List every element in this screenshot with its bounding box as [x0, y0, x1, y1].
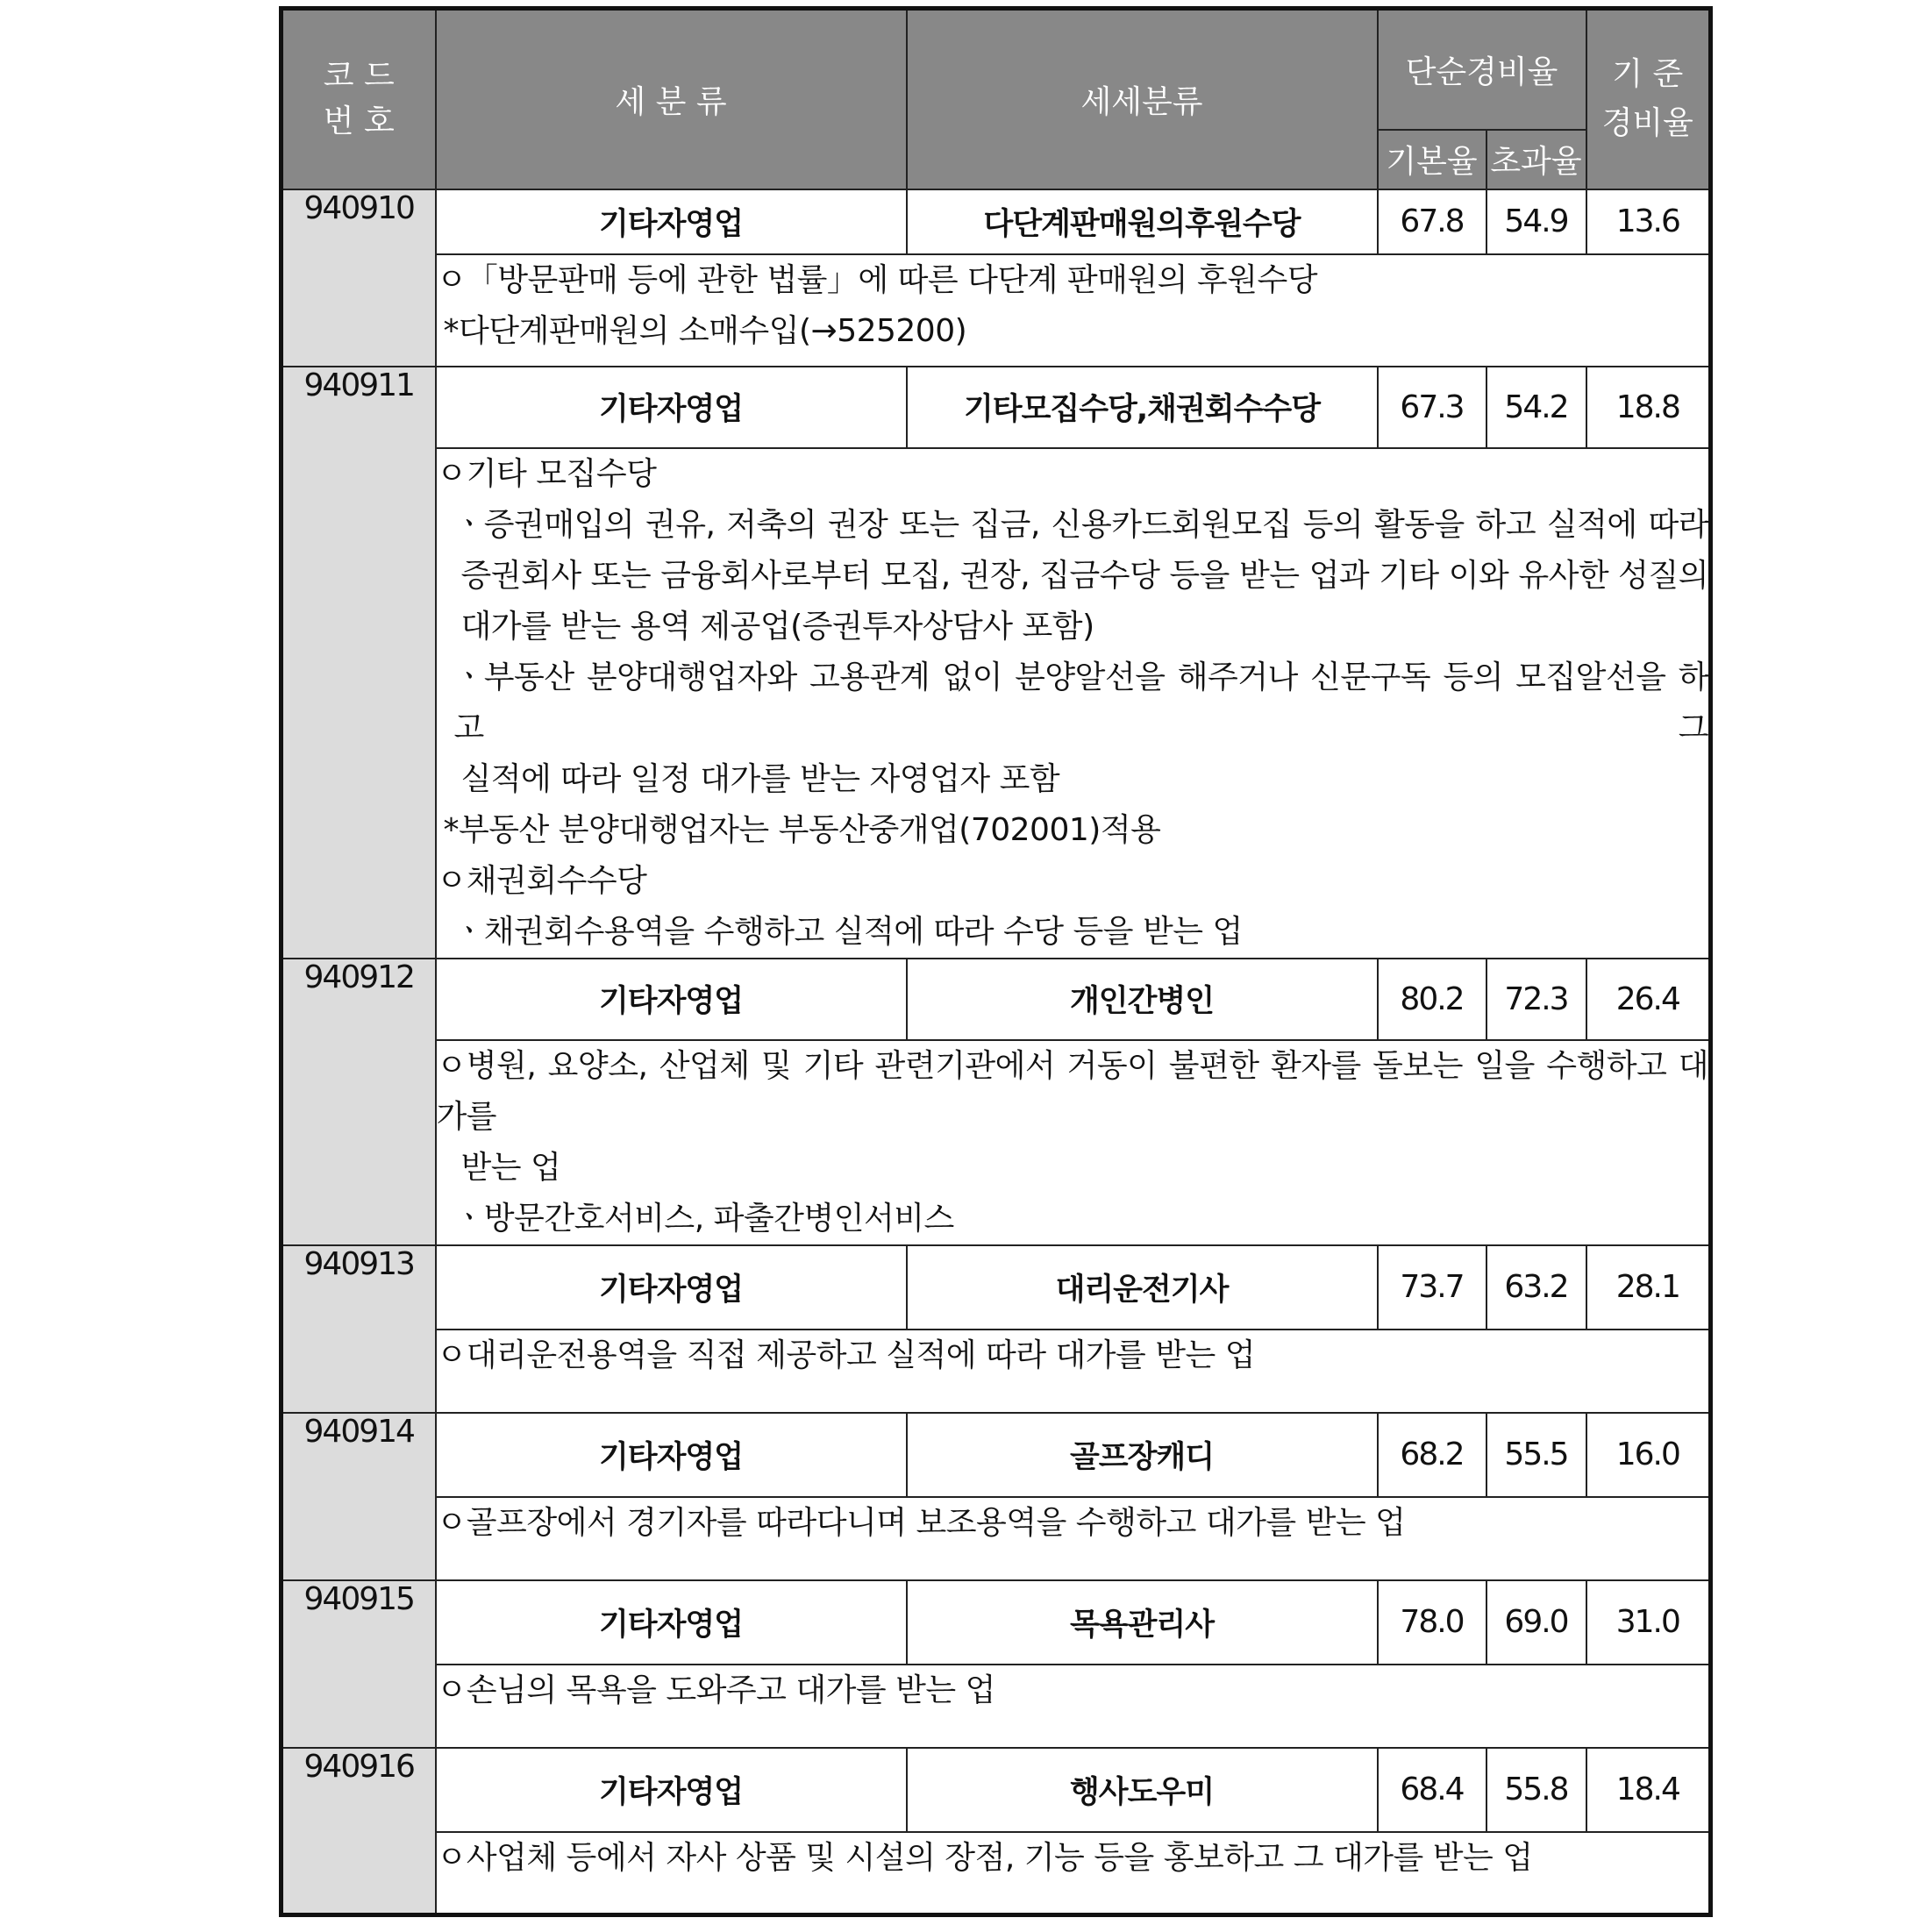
description-line: ㆍ채권회수용역을 수행하고 실적에 따라 수당 등을 받는 업 — [453, 913, 1243, 950]
basic-rate-cell: 67.3 — [1378, 367, 1486, 448]
code-cell: 940916 — [282, 1748, 436, 1915]
code-cell: 940913 — [282, 1245, 436, 1413]
code-cell: 940914 — [282, 1413, 436, 1580]
header-std-line1: 기 준 — [1612, 56, 1684, 93]
header-code-line1: 코 드 — [323, 58, 395, 95]
description-cell — [436, 1665, 1711, 1748]
header-subsubcategory: 세세분류 — [907, 9, 1378, 189]
header-code — [282, 9, 436, 189]
header-code-line2: 번 호 — [323, 103, 395, 140]
description-row — [282, 1665, 1711, 1748]
standard-rate-cell: 26.4 — [1586, 959, 1711, 1040]
table-row — [282, 1748, 1711, 1832]
excess-rate-cell: 54.9 — [1486, 189, 1586, 254]
header-basic-rate: 기본율 — [1378, 130, 1486, 189]
description-line: ㅇ대리운전용역을 직접 제공하고 실적에 따라 대가를 받는 업 — [436, 1337, 1256, 1373]
subsubcategory-cell: 다단계판매원의후원수당 — [907, 189, 1378, 254]
subsubcategory-cell: 골프장캐디 — [907, 1413, 1378, 1497]
table-row — [282, 1245, 1711, 1330]
code-cell: 940910 — [282, 189, 436, 367]
description-cell — [436, 1330, 1711, 1413]
excess-rate-cell: 54.2 — [1486, 367, 1586, 448]
excess-rate-cell: 55.5 — [1486, 1413, 1586, 1497]
description-line: *다단계판매원의 소매수입(→525200) — [443, 312, 967, 349]
description-line: ㅇ병원, 요양소, 산업체 및 기타 관련기관에서 거동이 불편한 환자를 돌보는 일을 수행하고 대가를 — [436, 1047, 1709, 1135]
standard-rate-cell: 18.8 — [1586, 367, 1711, 448]
description-line: ㆍ부동산 분양대행업자와 고용관계 없이 분양알선을 해주거나 신문구독 등의 모집알선을 하고 그 — [453, 659, 1709, 746]
standard-rate-cell: 13.6 — [1586, 189, 1711, 254]
excess-rate-cell: 69.0 — [1486, 1580, 1586, 1665]
basic-rate-cell: 67.8 — [1378, 189, 1486, 254]
description-row — [282, 1497, 1711, 1580]
excess-rate-cell: 55.8 — [1486, 1748, 1586, 1832]
table-row — [282, 1580, 1711, 1665]
header-subcategory: 세 분 류 — [436, 9, 907, 189]
description-row — [282, 1040, 1711, 1245]
table-row — [282, 189, 1711, 254]
code-cell: 940912 — [282, 959, 436, 1245]
description-row — [282, 254, 1711, 367]
header-excess-rate: 초과율 — [1486, 130, 1586, 189]
description-line: ㅇ「방문판매 등에 관한 법률」에 따른 다단계 판매원의 후원수당 — [436, 261, 1318, 298]
code-cell: 940915 — [282, 1580, 436, 1748]
description-line: 받는 업 — [460, 1149, 561, 1186]
subcategory-cell: 기타자영업 — [436, 1245, 907, 1330]
description-row — [282, 1330, 1711, 1413]
description-cell — [436, 1040, 1711, 1245]
subsubcategory-cell: 개인간병인 — [907, 959, 1378, 1040]
header-simple-ratio: 단순경비율 — [1378, 9, 1586, 130]
table-row — [282, 367, 1711, 448]
description-row — [282, 448, 1711, 959]
standard-rate-cell: 28.1 — [1586, 1245, 1711, 1330]
basic-rate-cell: 68.2 — [1378, 1413, 1486, 1497]
standard-rate-cell: 18.4 — [1586, 1748, 1711, 1832]
description-line: 실적에 따라 일정 대가를 받는 자영업자 포함 — [460, 760, 1060, 797]
description-line: ㅇ손님의 목욕을 도와주고 대가를 받는 업 — [436, 1672, 995, 1708]
description-line: ㅇ기타 모집수당 — [436, 455, 657, 492]
description-line: ㅇ골프장에서 경기자를 따라다니며 보조용역을 수행하고 대가를 받는 업 — [436, 1504, 1406, 1541]
description-line: ㅇ사업체 등에서 자사 상품 및 시설의 장점, 기능 등을 홍보하고 그 대가를 받는 업 — [436, 1839, 1533, 1876]
basic-rate-cell: 78.0 — [1378, 1580, 1486, 1665]
expense-ratio-table — [279, 6, 1713, 1917]
description-line: ㅇ채권회수수당 — [436, 862, 647, 899]
description-line: 대가를 받는 용역 제공업(증권투자상담사 포함) — [460, 608, 1094, 645]
description-cell — [436, 448, 1711, 959]
subsubcategory-cell: 목욕관리사 — [907, 1580, 1378, 1665]
basic-rate-cell: 68.4 — [1378, 1748, 1486, 1832]
table-row — [282, 1413, 1711, 1497]
description-line: *부동산 분양대행업자는 부동산중개업(702001)적용 — [443, 811, 1161, 848]
subsubcategory-cell: 행사도우미 — [907, 1748, 1378, 1832]
subcategory-cell: 기타자영업 — [436, 959, 907, 1040]
subcategory-cell: 기타자영업 — [436, 189, 907, 254]
excess-rate-cell: 63.2 — [1486, 1245, 1586, 1330]
header-std-line2: 경비율 — [1601, 105, 1693, 142]
subcategory-cell: 기타자영업 — [436, 367, 907, 448]
subsubcategory-cell: 대리운전기사 — [907, 1245, 1378, 1330]
subcategory-cell: 기타자영업 — [436, 1580, 907, 1665]
description-line: ㆍ증권매입의 권유, 저축의 권장 또는 집금, 신용카드회원모집 등의 활동을 하고 실적에 따라 — [453, 506, 1709, 543]
basic-rate-cell: 73.7 — [1378, 1245, 1486, 1330]
standard-rate-cell: 31.0 — [1586, 1580, 1711, 1665]
description-cell — [436, 254, 1711, 367]
standard-rate-cell: 16.0 — [1586, 1413, 1711, 1497]
subsubcategory-cell: 기타모집수당,채권회수수당 — [907, 367, 1378, 448]
excess-rate-cell: 72.3 — [1486, 959, 1586, 1040]
table-body — [282, 189, 1711, 1915]
code-cell: 940911 — [282, 367, 436, 959]
description-cell — [436, 1497, 1711, 1580]
subcategory-cell: 기타자영업 — [436, 1413, 907, 1497]
basic-rate-cell: 80.2 — [1378, 959, 1486, 1040]
description-cell — [436, 1832, 1711, 1915]
table-row — [282, 959, 1711, 1040]
description-line: 증권회사 또는 금융회사로부터 모집, 권장, 집금수당 등을 받는 업과 기타 이와 유사한 성질의 — [460, 557, 1709, 594]
description-row — [282, 1832, 1711, 1915]
description-line: ㆍ방문간호서비스, 파출간병인서비스 — [453, 1200, 954, 1237]
subcategory-cell: 기타자영업 — [436, 1748, 907, 1832]
header-standard-ratio — [1586, 9, 1711, 189]
